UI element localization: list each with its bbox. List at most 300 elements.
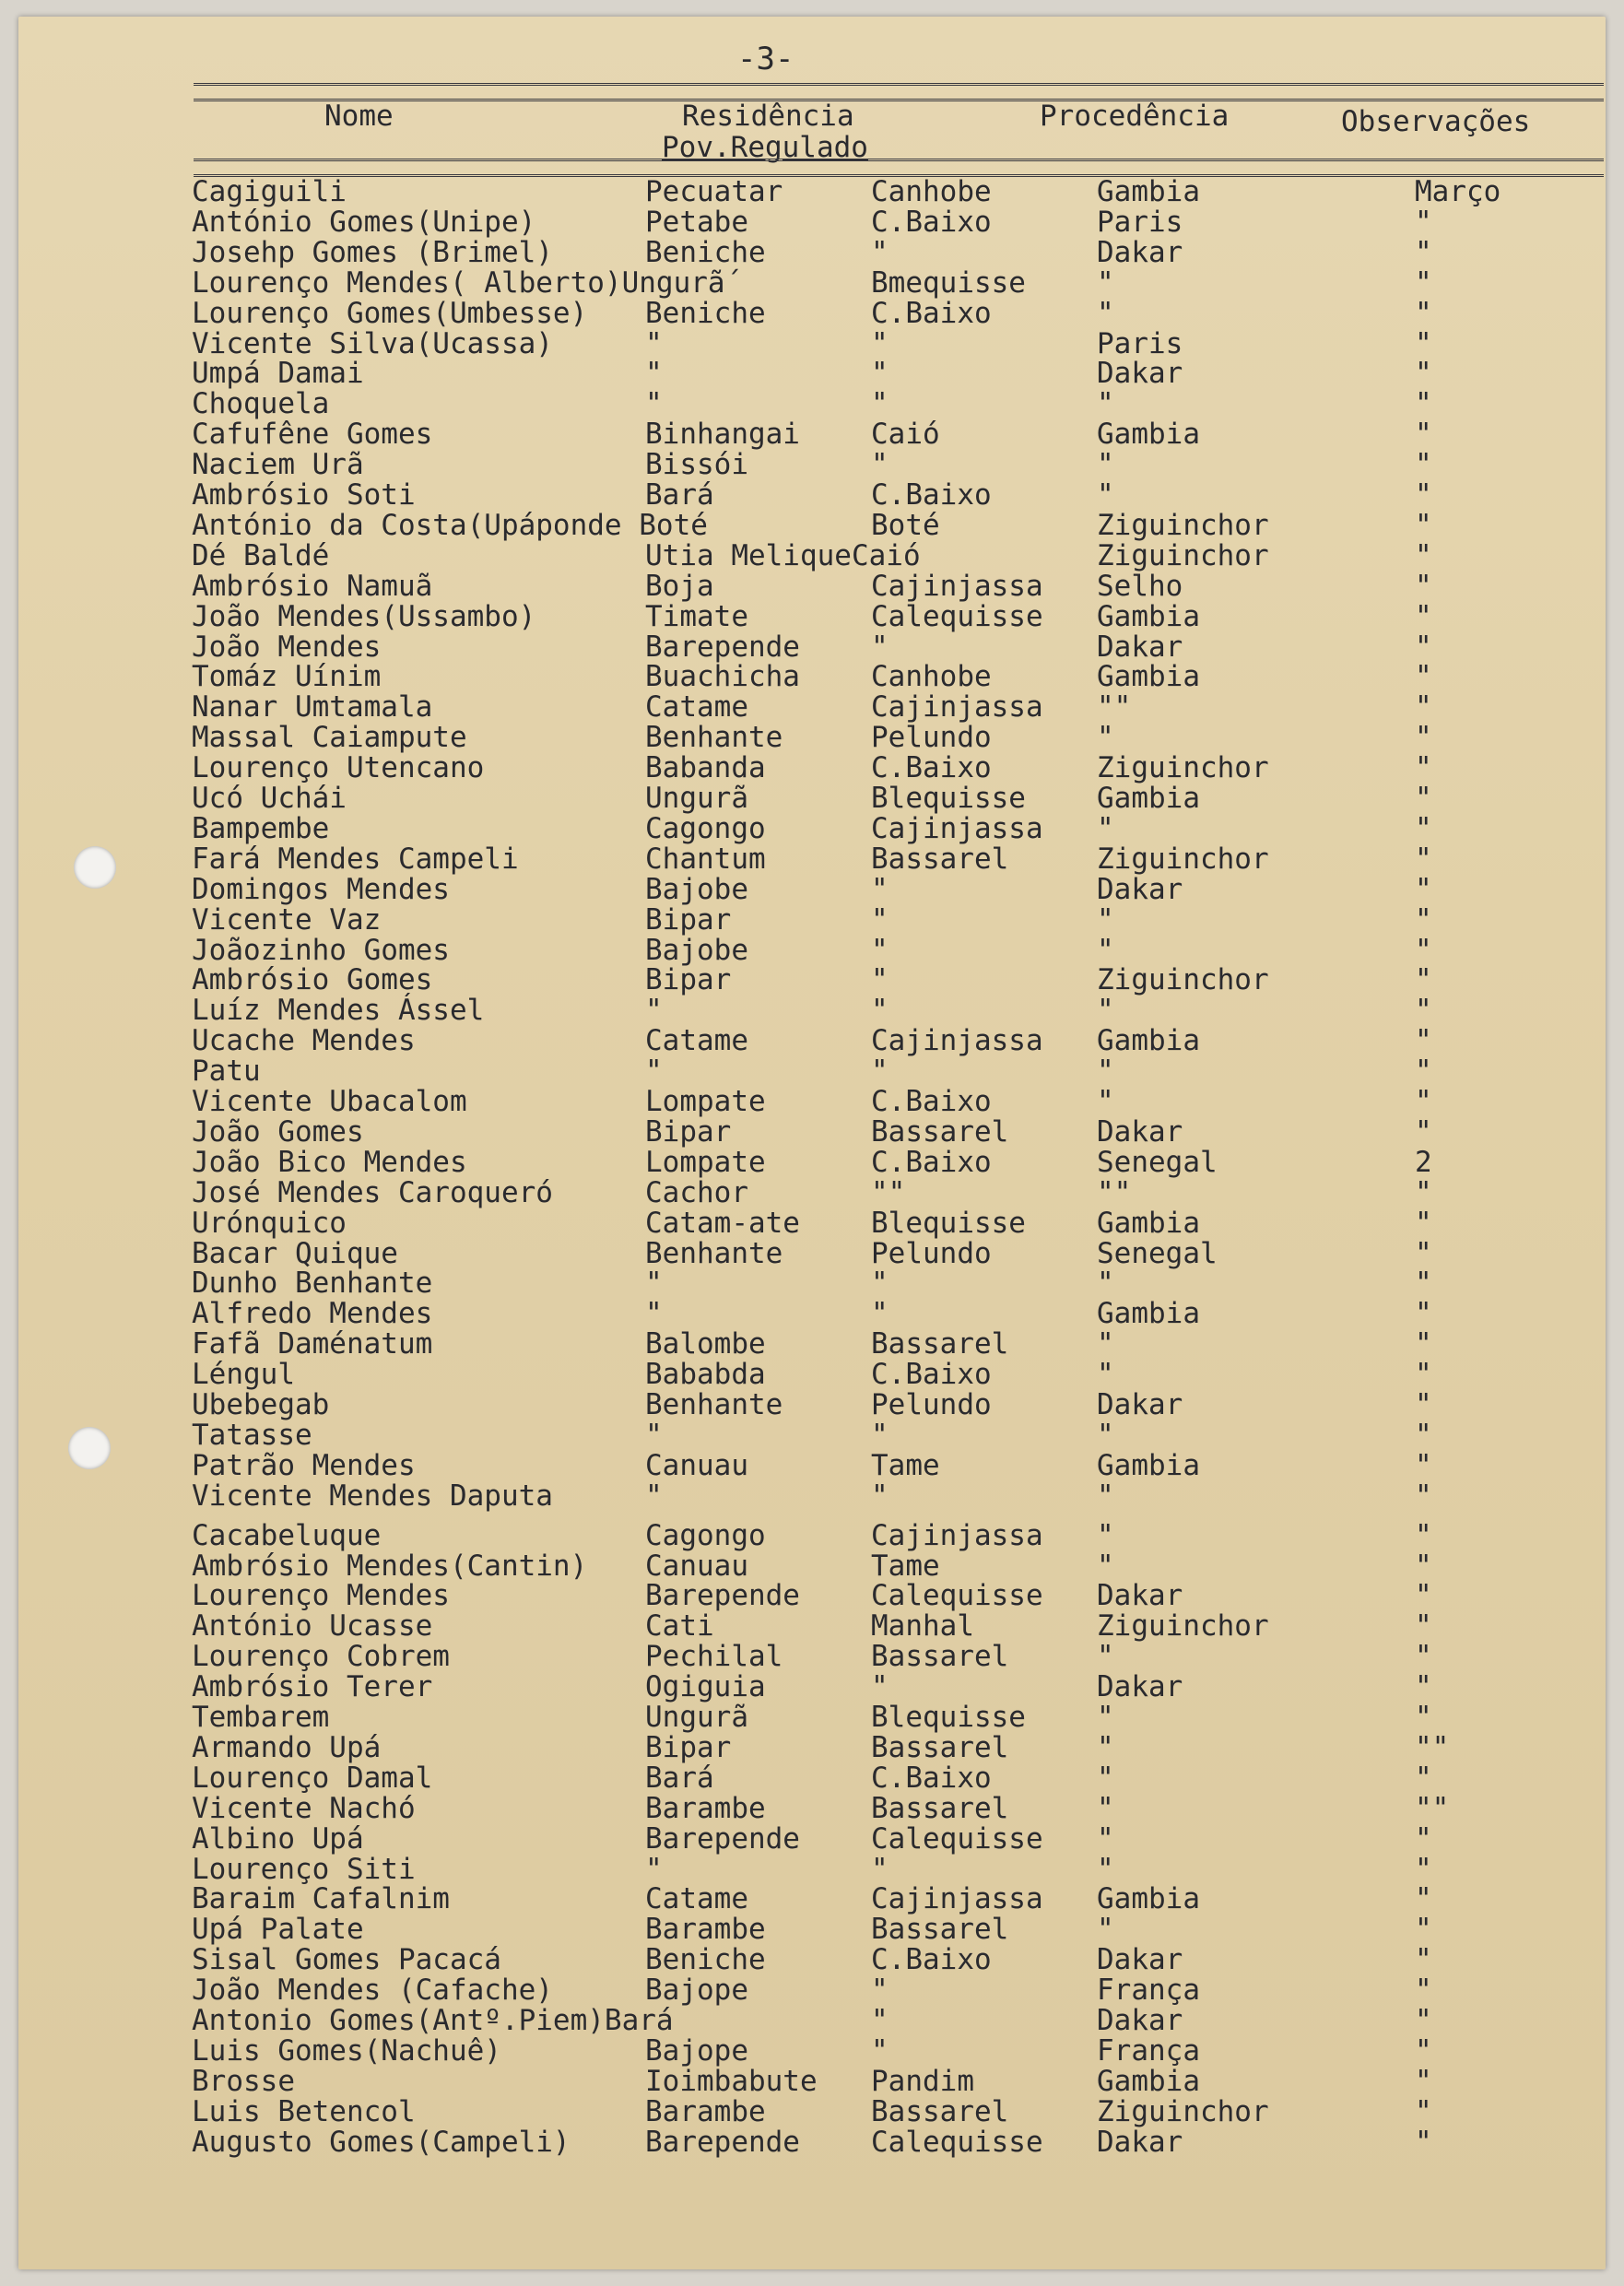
pov-regulado-cell: Cajinjassa: [871, 1024, 1043, 1057]
residencia-cell: Bajope: [645, 1974, 748, 2007]
residencia-cell: Barambe: [645, 2095, 766, 2128]
nome-cell: Ambrósio Gomes: [192, 963, 433, 996]
observacoes-cell: ": [1415, 630, 1432, 664]
nome-cell: Lourenço Damal: [192, 1762, 433, 1795]
residencia-cell: Bajope: [645, 2034, 748, 2068]
nome-cell: Antonio Gomes(Antº.Piem)Bará: [192, 2004, 674, 2037]
nome-cell: Vicente Vaz: [192, 903, 382, 937]
observacoes-cell: ": [1415, 266, 1432, 300]
table-row: [0, 1642, 1624, 1672]
nome-cell: Cacabeluque: [192, 1519, 382, 1552]
pov-regulado-cell: Bassarel: [871, 1913, 1009, 1946]
observacoes-cell: ": [1415, 418, 1432, 451]
pov-regulado-cell: Calequisse: [871, 2126, 1043, 2159]
pov-regulado-cell: Pelundo: [871, 721, 992, 754]
nome-cell: Choquela: [192, 387, 330, 420]
pov-regulado-cell: Pandim: [871, 2065, 974, 2098]
table-row: [0, 299, 1624, 329]
procedencia-cell: ": [1097, 448, 1114, 481]
nome-cell: Fafã Daménatum: [192, 1327, 433, 1361]
procedencia-cell: ": [1097, 1853, 1114, 1886]
residencia-cell: Pecuatar: [645, 175, 783, 208]
pov-regulado-cell: ": [871, 1670, 888, 1703]
nome-cell: Luis Gomes(Nachuê): [192, 2034, 501, 2068]
procedencia-cell: ": [1097, 1913, 1114, 1946]
pov-regulado-cell: C.Baixo: [871, 1762, 992, 1795]
nome-cell: Lourenço Siti: [192, 1853, 416, 1886]
nome-cell: Massal Caiampute: [192, 721, 467, 754]
procedencia-cell: ": [1097, 1419, 1114, 1452]
table-row: [0, 1481, 1624, 1512]
header-residencia: Residência: [682, 100, 854, 133]
pov-regulado-cell: Manhal: [871, 1609, 974, 1643]
pov-regulado-cell: Caió: [871, 418, 940, 451]
table-row: [0, 1148, 1624, 1178]
residencia-cell: Catame: [645, 1882, 748, 1915]
pov-regulado-cell: Boté: [871, 509, 940, 542]
table-row: [0, 1581, 1624, 1611]
residencia-cell: Bajobe: [645, 873, 748, 906]
residencia-cell: Beniche: [645, 236, 766, 269]
observacoes-cell: ": [1415, 327, 1432, 360]
procedencia-cell: Dakar: [1097, 630, 1183, 664]
observacoes-cell: ": [1415, 1519, 1432, 1552]
table-row: [0, 1087, 1624, 1117]
pov-regulado-cell: Pelundo: [871, 1388, 992, 1421]
nome-cell: Dé Baldé: [192, 539, 330, 572]
residencia-cell: Boja: [645, 570, 714, 603]
observacoes-cell: ": [1415, 1479, 1432, 1513]
nome-cell: Ambrósio Namuã: [192, 570, 433, 603]
observacoes-cell: ": [1415, 1115, 1432, 1149]
procedencia-cell: Paris: [1097, 206, 1183, 239]
observacoes-cell: ": [1415, 1640, 1432, 1673]
table-row: [0, 1299, 1624, 1329]
nome-cell: Dunho Benhante: [192, 1267, 433, 1300]
observacoes-cell: 2: [1415, 1146, 1432, 1179]
table-row: [0, 1915, 1624, 1945]
procedencia-cell: Ziguinchor: [1097, 539, 1269, 572]
residencia-cell: Barepende: [645, 1579, 800, 1612]
observacoes-cell: ": [1415, 843, 1432, 876]
table-row: [0, 1794, 1624, 1824]
procedencia-cell: Dakar: [1097, 2004, 1183, 2037]
observacoes-cell: ": [1415, 1327, 1432, 1361]
procedencia-cell: ": [1097, 1358, 1114, 1391]
nome-cell: Lourenço Gomes(Umbesse): [192, 297, 588, 330]
table-row: [0, 936, 1624, 966]
procedencia-cell: Gambia: [1097, 1882, 1200, 1915]
observacoes-cell: ": [1415, 2065, 1432, 2098]
residencia-cell: Ungurã: [645, 1701, 748, 1734]
nome-cell: Cafufêne Gomes: [192, 418, 433, 451]
residencia-cell: Binhangai: [645, 418, 800, 451]
pov-regulado-cell: Cajinjassa: [871, 812, 1043, 845]
observacoes-cell: ": [1415, 1237, 1432, 1270]
observacoes-cell: ": [1415, 1974, 1432, 2007]
table-row: [0, 1026, 1624, 1056]
table-row: [0, 1208, 1624, 1239]
table-row: [0, 1945, 1624, 1975]
pov-regulado-cell: Blequisse: [871, 782, 1026, 815]
procedencia-cell: Gambia: [1097, 2065, 1200, 2098]
table-row: [0, 965, 1624, 996]
nome-cell: Luis Betencol: [192, 2095, 416, 2128]
residencia-cell: Bipar: [645, 1731, 732, 1764]
procedencia-cell: Ziguinchor: [1097, 1609, 1269, 1643]
observacoes-cell: ": [1415, 994, 1432, 1027]
observacoes-cell: "": [1415, 1792, 1450, 1825]
header-top-rule: [194, 83, 1604, 101]
procedencia-cell: Ziguinchor: [1097, 751, 1269, 784]
table-row: [0, 632, 1624, 663]
observacoes-cell: ": [1415, 448, 1432, 481]
procedencia-cell: Senegal: [1097, 1237, 1218, 1270]
procedencia-cell: ": [1097, 1327, 1114, 1361]
header-pov-regulado: Pov.Regulado: [662, 131, 868, 164]
nome-cell: Upá Palate: [192, 1913, 364, 1946]
procedencia-cell: ": [1097, 1822, 1114, 1856]
observacoes-cell: ": [1415, 1024, 1432, 1057]
observacoes-cell: ": [1415, 1176, 1432, 1209]
procedencia-cell: ": [1097, 1550, 1114, 1583]
table-row: [0, 1451, 1624, 1481]
residencia-cell: Chantum: [645, 843, 766, 876]
nome-cell: João Mendes (Cafache): [192, 1974, 553, 2007]
nome-cell: Tatasse: [192, 1419, 312, 1452]
nome-cell: Lourenço Mendes: [192, 1579, 450, 1612]
pov-regulado-cell: Canhobe: [871, 175, 992, 208]
pov-regulado-cell: ": [871, 327, 888, 360]
pov-regulado-cell: ": [871, 1419, 888, 1452]
observacoes-cell: ": [1415, 236, 1432, 269]
procedencia-cell: França: [1097, 1974, 1200, 2007]
residencia-cell: Timate: [645, 600, 748, 633]
table-row: [0, 723, 1624, 753]
nome-cell: Vicente Nachó: [192, 1792, 416, 1825]
procedencia-cell: ": [1097, 266, 1114, 300]
nome-cell: Fará Mendes Campeli: [192, 843, 519, 876]
observacoes-cell: ": [1415, 721, 1432, 754]
residencia-cell: Barambe: [645, 1913, 766, 1946]
residencia-cell: Barepende: [645, 2126, 800, 2159]
nome-cell: Bampembe: [192, 812, 330, 845]
nome-cell: João Mendes: [192, 630, 382, 664]
procedencia-cell: Gambia: [1097, 1207, 1200, 1240]
procedencia-cell: ": [1097, 1055, 1114, 1088]
residencia-cell: Barepende: [645, 630, 800, 664]
nome-cell: José Mendes Caroqueró: [192, 1176, 553, 1209]
nome-cell: Bacar Quique: [192, 1237, 398, 1270]
procedencia-cell: Dakar: [1097, 1388, 1183, 1421]
observacoes-cell: ": [1415, 934, 1432, 967]
observacoes-cell: ": [1415, 1297, 1432, 1330]
observacoes-cell: ": [1415, 2095, 1432, 2128]
residencia-cell: Bissói: [645, 448, 748, 481]
residencia-cell: Benhante: [645, 1237, 783, 1270]
pov-regulado-cell: Pelundo: [871, 1237, 992, 1270]
residencia-cell: Canuau: [645, 1550, 748, 1583]
procedencia-cell: "": [1097, 690, 1132, 724]
procedencia-cell: ": [1097, 903, 1114, 937]
table-row: [0, 1329, 1624, 1360]
table-row: [0, 662, 1624, 692]
residencia-cell: ": [645, 1853, 663, 1886]
residencia-cell: Utia MeliqueCaió: [645, 539, 921, 572]
table-row: [0, 511, 1624, 541]
residencia-cell: ": [645, 327, 663, 360]
observacoes-cell: ": [1415, 1085, 1432, 1118]
procedencia-cell: Dakar: [1097, 2126, 1183, 2159]
table-row: [0, 1733, 1624, 1763]
observacoes-cell: ": [1415, 2126, 1432, 2159]
observacoes-cell: ": [1415, 751, 1432, 784]
header-nome: Nome: [324, 100, 394, 133]
procedencia-cell: Gambia: [1097, 1449, 1200, 1482]
table-row: [0, 572, 1624, 602]
observacoes-cell: Março: [1415, 175, 1501, 208]
pov-regulado-cell: Cajinjassa: [871, 570, 1043, 603]
table-row: [0, 2097, 1624, 2127]
pov-regulado-cell: ": [871, 448, 888, 481]
residencia-cell: ": [645, 1267, 663, 1300]
nome-cell: Cagiguili: [192, 175, 347, 208]
pov-regulado-cell: C.Baixo: [871, 1943, 992, 1976]
table-row: [0, 1239, 1624, 1269]
nome-cell: Patrão Mendes: [192, 1449, 416, 1482]
procedencia-cell: Gambia: [1097, 1024, 1200, 1057]
residencia-cell: Canuau: [645, 1449, 748, 1482]
observacoes-cell: ": [1415, 357, 1432, 390]
residencia-cell: Catame: [645, 690, 748, 724]
procedencia-cell: Dakar: [1097, 1670, 1183, 1703]
observacoes-cell: ": [1415, 1882, 1432, 1915]
residencia-cell: Barepende: [645, 1822, 800, 1856]
procedencia-cell: Gambia: [1097, 418, 1200, 451]
observacoes-cell: ": [1415, 782, 1432, 815]
pov-regulado-cell: ": [871, 903, 888, 937]
residencia-cell: Bipar: [645, 903, 732, 937]
residencia-cell: Lompate: [645, 1146, 766, 1179]
table-row: [0, 875, 1624, 905]
nome-cell: Naciem Urã: [192, 448, 364, 481]
nome-cell: João Bico Mendes: [192, 1146, 467, 1179]
procedencia-cell: ": [1097, 478, 1114, 512]
pov-regulado-cell: Bmequisse: [871, 266, 1026, 300]
nome-cell: Umpá Damai: [192, 357, 364, 390]
pov-regulado-cell: C.Baixo: [871, 297, 992, 330]
residencia-cell: ": [645, 1297, 663, 1330]
procedencia-cell: Gambia: [1097, 660, 1200, 693]
nome-cell: Léngul: [192, 1358, 295, 1391]
residencia-cell: Lompate: [645, 1085, 766, 1118]
observacoes-cell: ": [1415, 297, 1432, 330]
residencia-cell: Benhante: [645, 1388, 783, 1421]
procedencia-cell: Gambia: [1097, 600, 1200, 633]
residencia-cell: ": [645, 387, 663, 420]
table-row: [0, 329, 1624, 359]
procedencia-cell: Ziguinchor: [1097, 2095, 1269, 2128]
residencia-cell: Buachicha: [645, 660, 800, 693]
residencia-cell: Petabe: [645, 206, 748, 239]
nome-cell: António da Costa(Upáponde Boté: [192, 509, 708, 542]
pov-regulado-cell: ": [871, 2004, 888, 2037]
observacoes-cell: ": [1415, 1853, 1432, 1886]
procedencia-cell: ": [1097, 1085, 1114, 1118]
procedencia-cell: ": [1097, 1640, 1114, 1673]
observacoes-cell: ": [1415, 509, 1432, 542]
table-row: [0, 2127, 1624, 2158]
observacoes-cell: ": [1415, 812, 1432, 845]
nome-cell: Tembarem: [192, 1701, 330, 1734]
procedencia-cell: ": [1097, 1762, 1114, 1795]
residencia-cell: Catame: [645, 1024, 748, 1057]
nome-cell: Patu: [192, 1055, 261, 1088]
procedencia-cell: "": [1097, 1176, 1132, 1209]
pov-regulado-cell: Bassarel: [871, 843, 1009, 876]
procedencia-cell: ": [1097, 1792, 1114, 1825]
pov-regulado-cell: Bassarel: [871, 2095, 1009, 2128]
nome-cell: António Ucasse: [192, 1609, 433, 1643]
table-row: [0, 268, 1624, 299]
table-row: [0, 996, 1624, 1026]
table-row: [0, 1703, 1624, 1733]
observacoes-cell: ": [1415, 1358, 1432, 1391]
nome-cell: Ambrósio Terer: [192, 1670, 433, 1703]
procedencia-cell: ": [1097, 387, 1114, 420]
pov-regulado-cell: C.Baixo: [871, 1146, 992, 1179]
observacoes-cell: ": [1415, 1207, 1432, 1240]
residencia-cell: Ungurã: [645, 782, 748, 815]
pov-regulado-cell: Tame: [871, 1449, 940, 1482]
pov-regulado-cell: Bassarel: [871, 1792, 1009, 1825]
observacoes-cell: ": [1415, 1913, 1432, 1946]
table-row: [0, 692, 1624, 723]
pov-regulado-cell: ": [871, 357, 888, 390]
nome-cell: Brosse: [192, 2065, 295, 2098]
table-row: [0, 177, 1624, 207]
observacoes-cell: "": [1415, 1731, 1450, 1764]
pov-regulado-cell: Blequisse: [871, 1207, 1026, 1240]
residencia-cell: Bajobe: [645, 934, 748, 967]
pov-regulado-cell: ": [871, 873, 888, 906]
observacoes-cell: ": [1415, 1449, 1432, 1482]
residencia-cell: ": [645, 994, 663, 1027]
residencia-cell: Catam-ate: [645, 1207, 800, 1240]
nome-cell: Lourenço Utencano: [192, 751, 485, 784]
observacoes-cell: ": [1415, 2004, 1432, 2037]
residencia-cell: Cati: [645, 1609, 714, 1643]
pov-regulado-cell: Bassarel: [871, 1327, 1009, 1361]
procedencia-cell: Senegal: [1097, 1146, 1218, 1179]
residencia-cell: Balombe: [645, 1327, 766, 1361]
pov-regulado-cell: C.Baixo: [871, 751, 992, 784]
residencia-cell: ": [645, 357, 663, 390]
nome-cell: Vicente Ubacalom: [192, 1085, 467, 1118]
pov-regulado-cell: ": [871, 1055, 888, 1088]
pov-regulado-cell: ": [871, 1267, 888, 1300]
pov-regulado-cell: ": [871, 963, 888, 996]
table-row: [0, 1360, 1624, 1390]
nome-cell: Joãozinho Gomes: [192, 934, 450, 967]
observacoes-cell: ": [1415, 1388, 1432, 1421]
residencia-cell: Ioimbabute: [645, 2065, 818, 2098]
procedencia-cell: Dakar: [1097, 357, 1183, 390]
procedencia-cell: Ziguinchor: [1097, 843, 1269, 876]
page-number: -3-: [737, 41, 794, 77]
table-row: [0, 359, 1624, 389]
table-row: [0, 1390, 1624, 1420]
table-row: [0, 1420, 1624, 1451]
table-row: [0, 1611, 1624, 1642]
table-row: [0, 541, 1624, 572]
pov-regulado-cell: Blequisse: [871, 1701, 1026, 1734]
observacoes-cell: ": [1415, 1609, 1432, 1643]
pov-regulado-cell: Cajinjassa: [871, 1519, 1043, 1552]
header-bottom-rule: [194, 159, 1604, 177]
table-row: [0, 1884, 1624, 1915]
nome-cell: Albino Upá: [192, 1822, 364, 1856]
table-row: [0, 1763, 1624, 1794]
table-row: [0, 1824, 1624, 1855]
pov-regulado-cell: ": [871, 236, 888, 269]
procedencia-cell: França: [1097, 2034, 1200, 2068]
nome-cell: Tomáz Uínim: [192, 660, 382, 693]
residencia-cell: Ogiguia: [645, 1670, 766, 1703]
pov-regulado-cell: Calequisse: [871, 1579, 1043, 1612]
table-row: [0, 602, 1624, 632]
procedencia-cell: Selho: [1097, 570, 1183, 603]
observacoes-cell: ": [1415, 1419, 1432, 1452]
procedencia-cell: ": [1097, 1701, 1114, 1734]
observacoes-cell: ": [1415, 903, 1432, 937]
residencia-cell: Bababda: [645, 1358, 766, 1391]
nome-cell: Baraim Cafalnim: [192, 1882, 450, 1915]
nome-cell: Ambrósio Soti: [192, 478, 416, 512]
table-row: [0, 814, 1624, 844]
pov-regulado-cell: Bassarel: [871, 1115, 1009, 1149]
pov-regulado-cell: ": [871, 1479, 888, 1513]
pov-regulado-cell: ": [871, 387, 888, 420]
residencia-cell: Bará: [645, 478, 714, 512]
pov-regulado-cell: Calequisse: [871, 600, 1043, 633]
table-row: [0, 1672, 1624, 1703]
procedencia-cell: ": [1097, 297, 1114, 330]
nome-cell: João Gomes: [192, 1115, 364, 1149]
pov-regulado-cell: C.Baixo: [871, 478, 992, 512]
pov-regulado-cell: C.Baixo: [871, 1085, 992, 1118]
table-row: [0, 1551, 1624, 1582]
observacoes-cell: ": [1415, 478, 1432, 512]
table-row: [0, 207, 1624, 238]
observacoes-cell: ": [1415, 539, 1432, 572]
nome-cell: Augusto Gomes(Campeli): [192, 2126, 571, 2159]
pov-regulado-cell: ": [871, 630, 888, 664]
pov-regulado-cell: ": [871, 934, 888, 967]
procedencia-cell: ": [1097, 1731, 1114, 1764]
nome-cell: Nanar Umtamala: [192, 690, 433, 724]
table-row: [0, 753, 1624, 784]
observacoes-cell: ": [1415, 873, 1432, 906]
pov-regulado-cell: ": [871, 2034, 888, 2068]
observacoes-cell: ": [1415, 1762, 1432, 1795]
pov-regulado-cell: C.Baixo: [871, 206, 992, 239]
table-row: [0, 389, 1624, 419]
observacoes-cell: ": [1415, 1550, 1432, 1583]
residencia-cell: Cachor: [645, 1176, 748, 1209]
nome-cell: Sisal Gomes Pacacá: [192, 1943, 501, 1976]
pov-regulado-cell: ": [871, 994, 888, 1027]
